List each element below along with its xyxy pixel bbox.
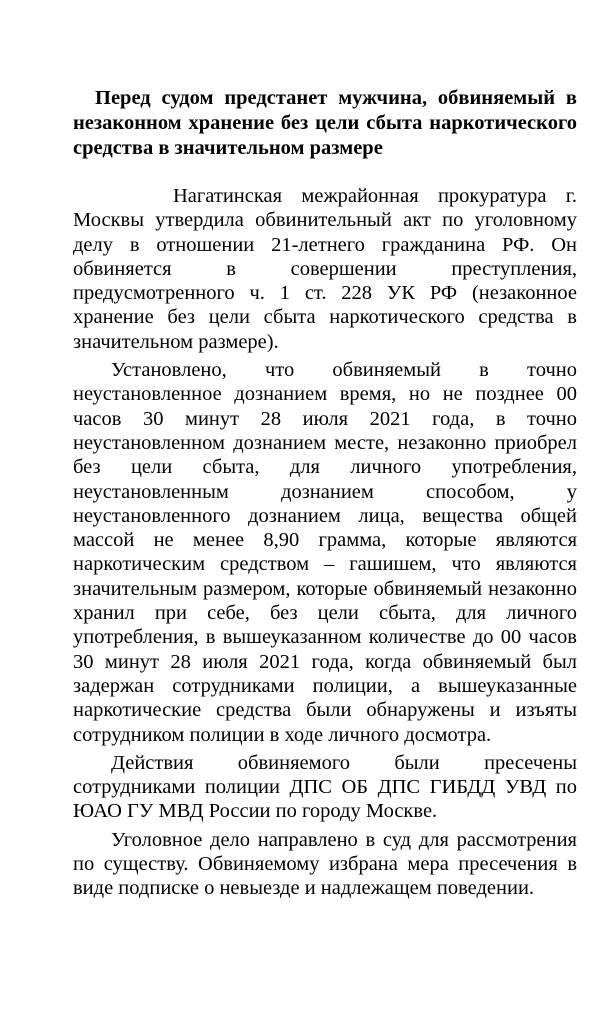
paragraph-1: Нагатинская межрайонная прокуратура г. Москвы утвердила обвинительный акт по уголовному делу в отношении 21-летнего гражданина РФ. Он обвиняется в совершении преступления, предусмотренного ч. 1 ст. 228 УК РФ (незаконное хранение без цели сбыта наркотического средства в значительном размере). (73, 185, 577, 353)
paragraph-2: Установлено, что обвиняемый в точно неустановленное дознанием время, но не позднее 00 часов 30 минут 28 июля 2021 года, в точно неустановленном дознанием месте, незаконно приобрел без цели сбыта, для личного употребления, неустановленным дознанием способом, у неустановленного дознанием лица, вещества общей массой не менее 8,90 грамма, которые являются наркотическим средством – гашишем, что являются значительным размером, которые обвиняемый незаконно хранил при себе, без цели сбыта, для личного употребления, в вышеуказанном количестве до 00 часов 30 минут 28 июля 2021 года, когда обвиняемый был задержан сотрудниками полиции, а вышеуказанные наркотические средства были обнаружены и изъяты сотрудником полиции в ходе личного досмотра. (73, 359, 577, 746)
paragraph-3: Действия обвиняемого были пресечены сотрудниками полиции ДПС ОБ ДПС ГИБДД УВД по ЮАО ГУ МВД России по городу Москве. (73, 751, 577, 823)
document-body (73, 184, 577, 901)
paragraph-4: Уголовное дело направлено в суд для рассмотрения по существу. Обвиняемому избрана мера пресечения в виде подписке о невыезде и надлежащем поведении. (73, 828, 577, 900)
document-title: Перед судом предстанет мужчина, обвиняемый в незаконном хранение без цели сбыта наркотического средства в значительном размере (73, 87, 577, 159)
document-page (73, 86, 577, 905)
